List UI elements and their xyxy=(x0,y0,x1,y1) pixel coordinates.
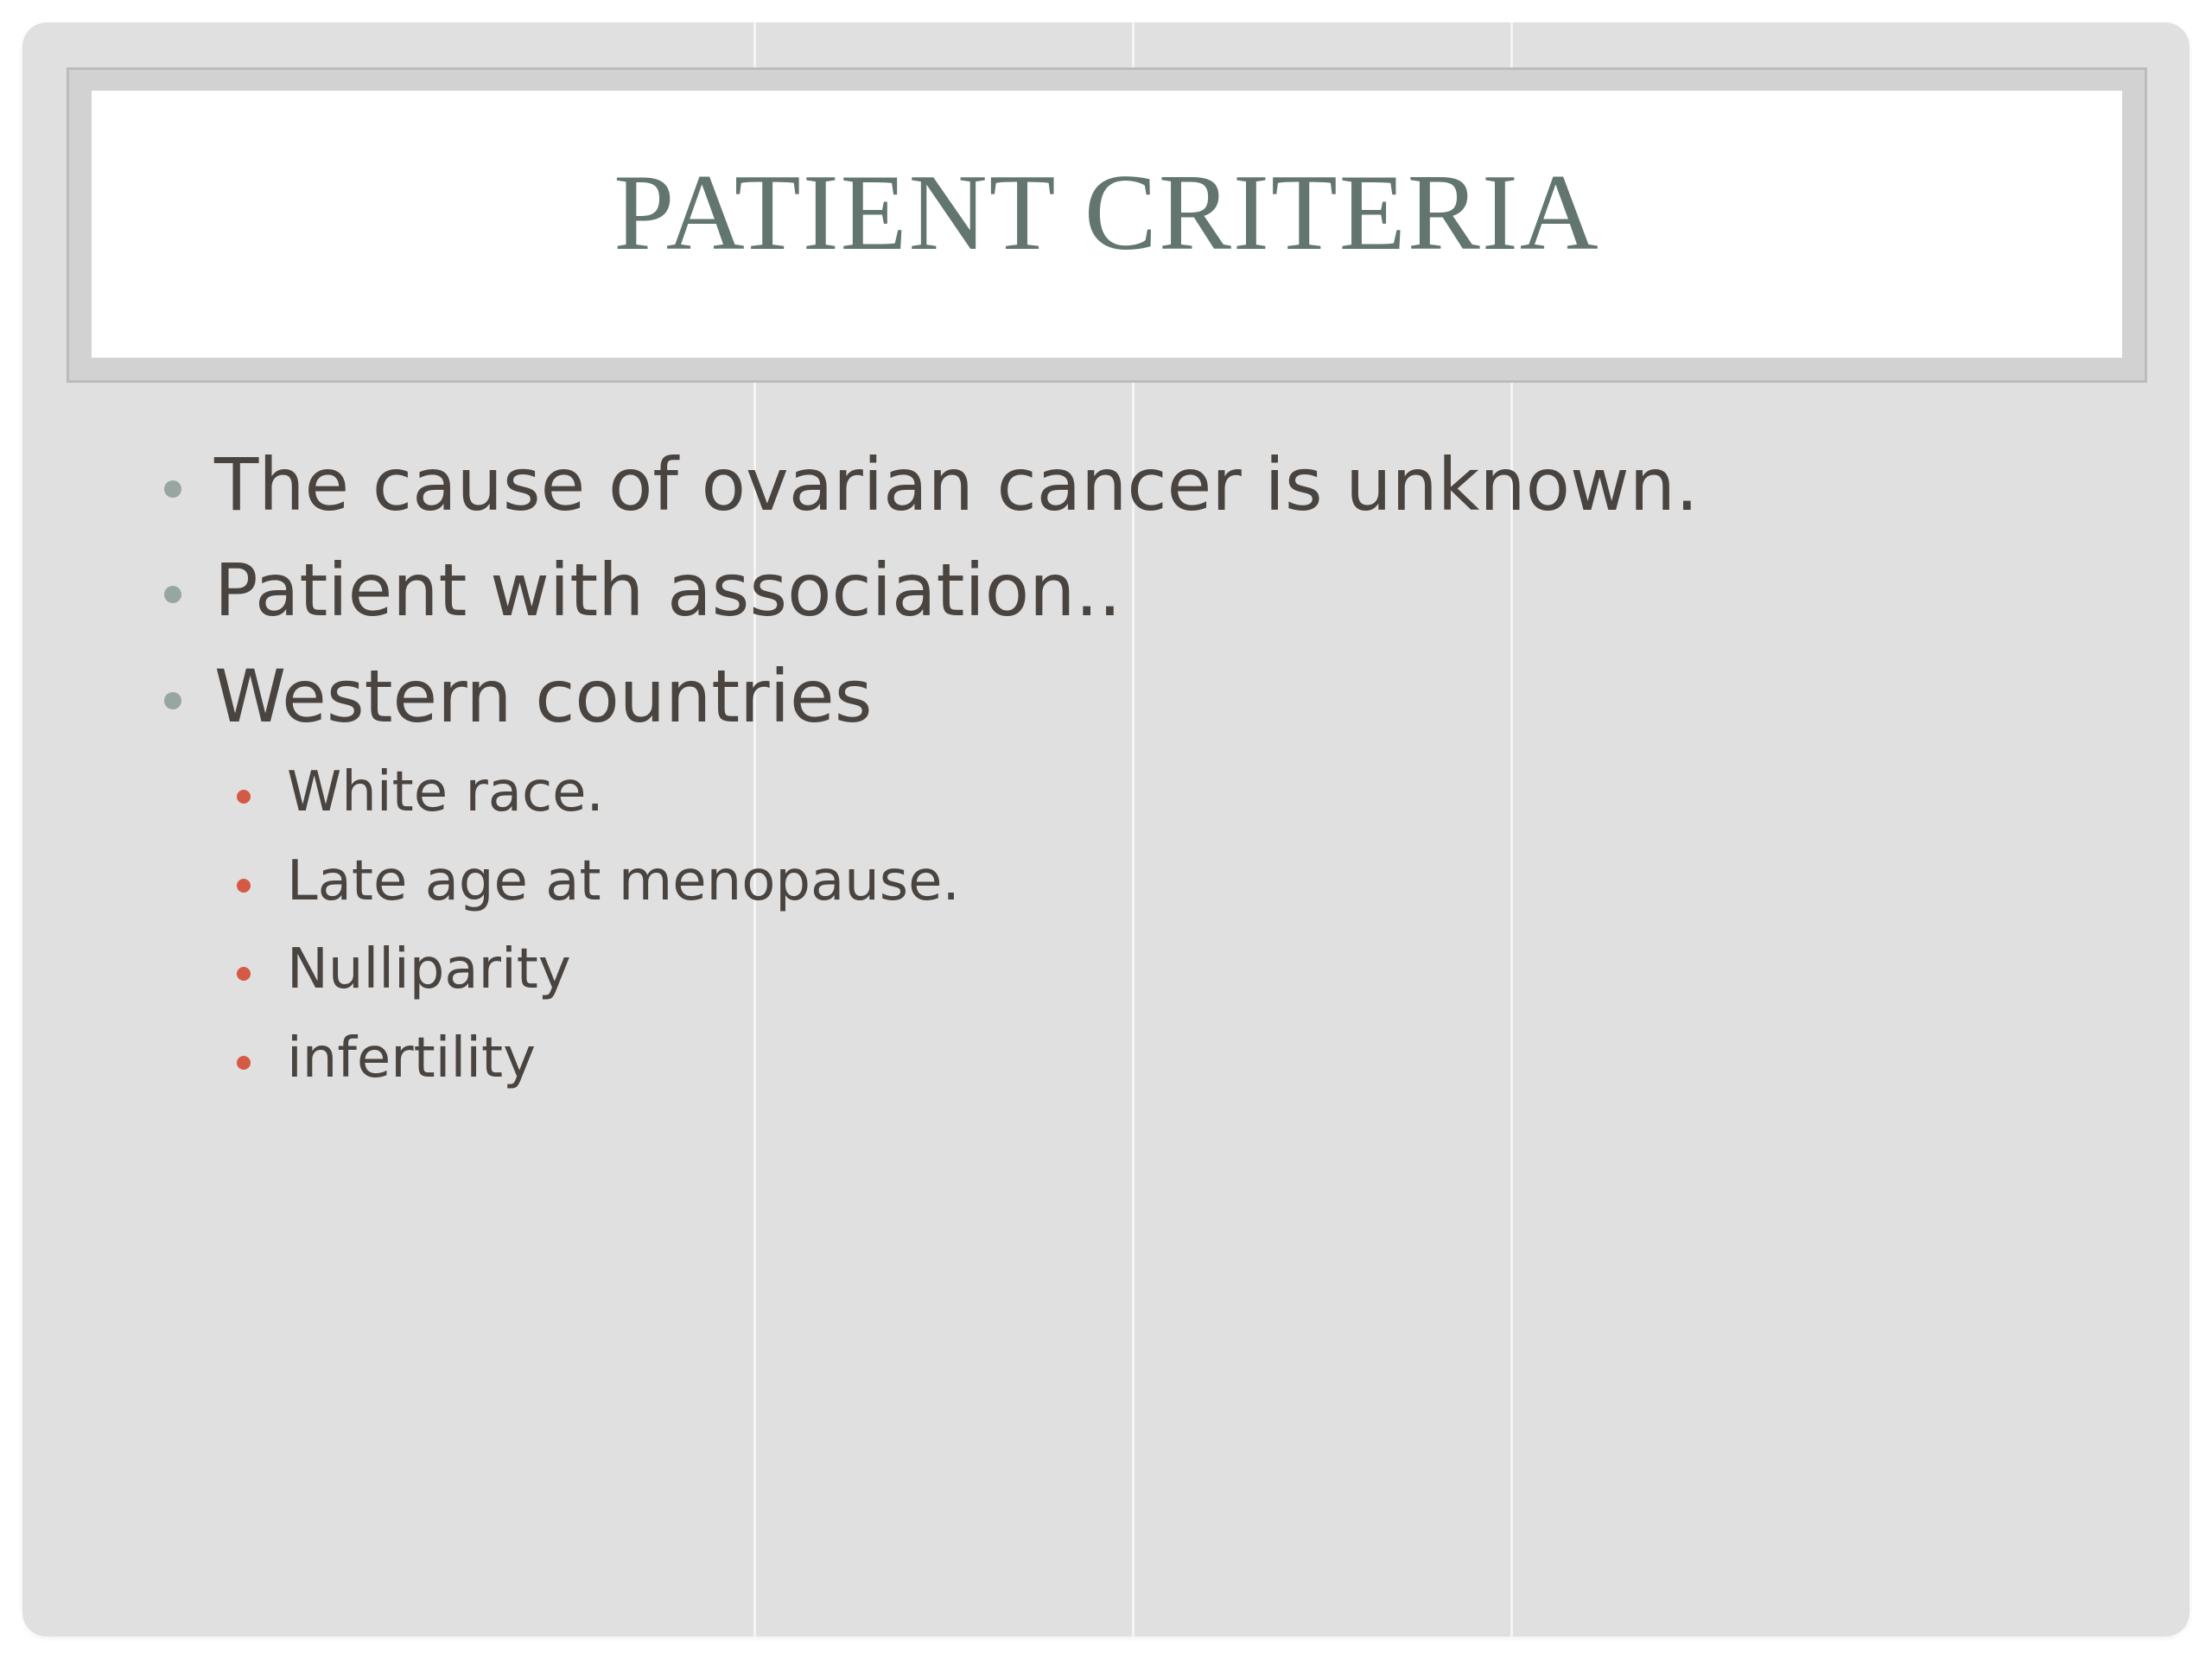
slide-content xyxy=(22,22,2190,1637)
sub-bullet-dot xyxy=(237,1056,251,1070)
sub-bullet-dot xyxy=(237,879,251,893)
bullet-item: Patient with association.. xyxy=(214,548,1122,632)
slide xyxy=(22,22,2190,1637)
sub-bullet-item: infertility xyxy=(287,1027,536,1090)
sub-bullet-item: White race. xyxy=(287,760,604,824)
bullet-dot xyxy=(164,586,181,603)
bullet-dot xyxy=(164,480,181,498)
slide-title: PATIENT CRITERIA xyxy=(613,152,1600,273)
sub-bullet-item: Late age at menopause. xyxy=(287,849,960,913)
bullet-item: Western countries xyxy=(214,654,873,739)
bullet-item: The cause of ovarian cancer is unknown. xyxy=(214,442,1699,527)
bullet-dot xyxy=(164,692,181,709)
sub-bullet-dot xyxy=(237,967,251,981)
sub-bullet-dot xyxy=(237,790,251,804)
sub-bullet-item: Nulliparity xyxy=(287,938,571,1001)
